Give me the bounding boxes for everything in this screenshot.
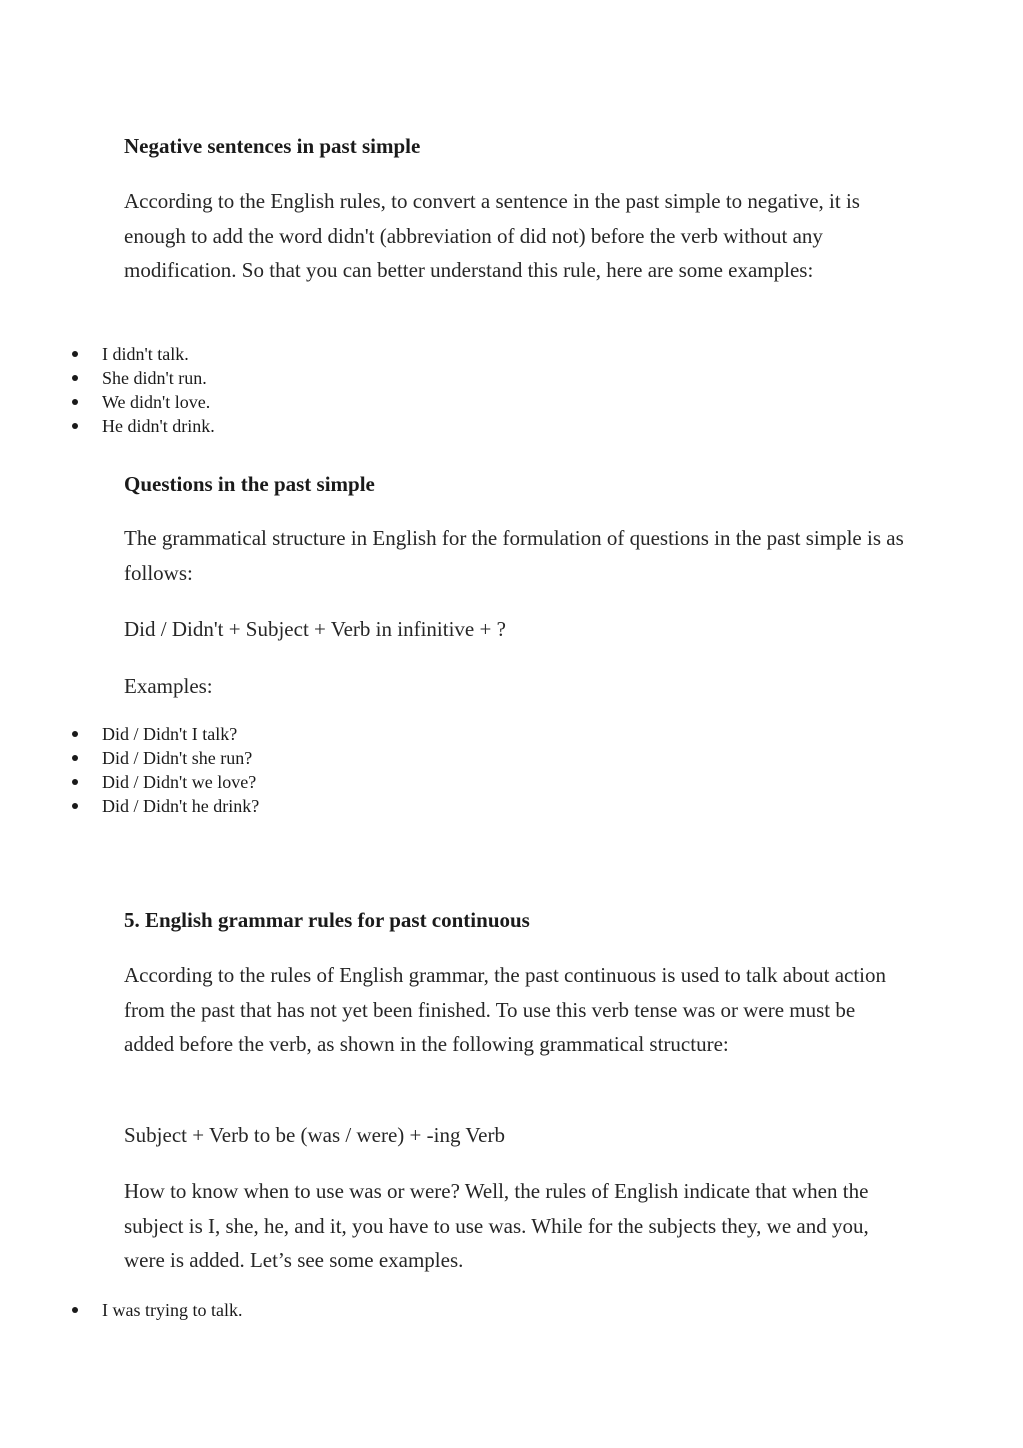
list-item-text: I didn't talk.: [102, 344, 189, 364]
negative-examples-list: [0, 342, 215, 438]
list-item-text: Did / Didn't he drink?: [102, 796, 260, 816]
bullet-icon: [72, 803, 78, 809]
bullet-icon: [72, 423, 78, 429]
bullet-icon: [72, 755, 78, 761]
past-continuous-paragraph: According to the rules of English grammar, the past continuous is used to talk about action from the past that has not yet been finished. To use this verb tense was or were must be added before the verb, as shown in the following grammatical structure:: [124, 963, 886, 1056]
list-item: [0, 722, 259, 746]
bullet-icon: [72, 351, 78, 357]
bullet-icon: [72, 779, 78, 785]
list-item: [0, 770, 259, 794]
list-item-text: Did / Didn't she run?: [102, 748, 253, 768]
list-item: [0, 414, 215, 438]
negative-paragraph: According to the English rules, to convert a sentence in the past simple to negative, it is enough to add the word didn't (abbreviation of did not) before the verb without any modification. So that you can better understand this rule, here are some examples:: [124, 189, 860, 282]
list-item-text: Did / Didn't we love?: [102, 772, 257, 792]
past-continuous-examples-list: [0, 1298, 242, 1322]
list-item: [0, 342, 215, 366]
list-item-text: Did / Didn't I talk?: [102, 724, 238, 744]
bullet-icon: [72, 731, 78, 737]
list-item-text: I was trying to talk.: [102, 1300, 243, 1320]
list-item: [0, 794, 259, 818]
past-continuous-formula: Subject + Verb to be (was / were) + -ing Verb: [124, 1123, 505, 1147]
list-item-text: We didn't love.: [102, 392, 211, 412]
bullet-icon: [72, 1307, 78, 1313]
bullet-icon: [72, 399, 78, 405]
past-continuous-heading: 5. English grammar rules for past continuous: [124, 908, 530, 932]
questions-paragraph: The grammatical structure in English for the formulation of questions in the past simple is as follows:: [124, 526, 904, 585]
list-item: [0, 746, 259, 770]
questions-examples-label: Examples:: [124, 674, 213, 698]
list-item-text: She didn't run.: [102, 368, 207, 388]
bullet-icon: [72, 375, 78, 381]
list-item: [0, 366, 215, 390]
past-continuous-paragraph-2: How to know when to use was or were? Well, the rules of English indicate that when the subject is I, she, he, and it, you have to use was. While for the subjects they, we and you, were is added. Let’s see some examples.: [124, 1179, 869, 1272]
questions-heading: Questions in the past simple: [124, 472, 375, 496]
list-item-text: He didn't drink.: [102, 416, 215, 436]
negative-heading: Negative sentences in past simple: [124, 134, 421, 158]
questions-examples-list: [0, 722, 259, 818]
questions-formula: Did / Didn't + Subject + Verb in infinitive + ?: [124, 617, 506, 641]
list-item: [0, 390, 215, 414]
list-item: [0, 1298, 242, 1322]
